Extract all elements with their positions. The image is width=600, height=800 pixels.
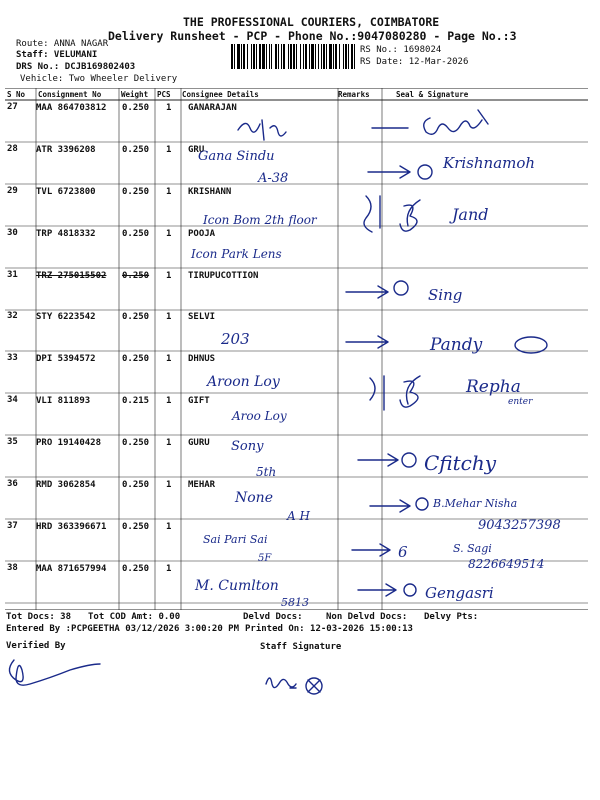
row-consignment-number: HRD 363396671 xyxy=(36,522,107,532)
barcode-bar xyxy=(290,44,292,69)
row-pieces: 1 xyxy=(166,438,172,448)
row-consignee: GANARAJAN xyxy=(188,103,237,113)
handwritten-text: B.Mehar Nisha xyxy=(433,497,518,510)
col-sno: S No xyxy=(7,90,26,99)
row-consignee: KRISHANN xyxy=(188,187,232,197)
row-weight: 0.250 xyxy=(122,103,150,113)
row-consignment-number: RMD 3062854 xyxy=(36,480,96,490)
handwritten-text: S. Sagi xyxy=(453,542,492,555)
row-weight: 0.250 xyxy=(122,354,150,364)
barcode-bar xyxy=(296,44,297,69)
row-consignee: SELVI xyxy=(188,312,216,322)
handwritten-text: 6 xyxy=(398,543,408,561)
barcode-bar xyxy=(256,44,257,69)
row-serial-number: 29 xyxy=(7,186,18,196)
barcode-bar xyxy=(293,44,295,69)
row-pieces: 1 xyxy=(166,354,172,364)
printed-on: Printed On: 12-03-2026 15:00:13 xyxy=(245,624,413,634)
row-serial-number: 33 xyxy=(7,353,18,363)
row-serial-number: 32 xyxy=(7,311,18,321)
col-pcs: PCS xyxy=(157,90,171,99)
drs-value: DCJB169802403 xyxy=(64,62,136,72)
barcode-bar xyxy=(303,44,304,69)
row-pieces: 1 xyxy=(166,103,172,113)
handwritten-text: Krishnamoh xyxy=(443,154,536,172)
staff-signature xyxy=(266,678,296,688)
barcode-bar xyxy=(243,44,245,69)
handwritten-text: Pandy xyxy=(430,335,483,355)
handwritten-text: Jand xyxy=(452,205,489,224)
row-weight: 0.250 xyxy=(122,522,150,532)
row-pieces: 1 xyxy=(166,564,172,574)
barcode-bar xyxy=(247,44,248,69)
barcode-bar xyxy=(300,44,301,69)
total-cod-amount: Tot COD Amt: 0.00 xyxy=(88,612,181,622)
row-pieces: 1 xyxy=(166,522,172,532)
row-pieces: 1 xyxy=(166,396,172,406)
col-seal-signature: Seal & Signature xyxy=(396,90,469,99)
verified-signature xyxy=(9,660,100,685)
row-consignee: TIRUPUCOTTION xyxy=(188,271,259,281)
handwritten-text: A-38 xyxy=(258,171,289,186)
entered-by: Entered By :PCPGEETHA 03/12/2026 3:00:20 PM xyxy=(6,624,239,634)
barcode-bar xyxy=(315,44,316,69)
handwritten-text: 5813 xyxy=(281,596,309,609)
row-pieces: 1 xyxy=(166,187,172,197)
barcode-bar xyxy=(275,44,277,69)
handwritten-text: 203 xyxy=(221,330,250,348)
row-weight: 0.250 xyxy=(122,187,150,197)
delivered-docs: Delvd Docs: xyxy=(243,612,303,622)
handwritten-text: Aroo Loy xyxy=(232,409,287,423)
handwritten-text: M. Cumlton xyxy=(195,578,279,594)
col-consignee: Consignee Details xyxy=(182,90,259,99)
row-consignee: GRU xyxy=(188,145,205,155)
handwritten-text: Cfitchy xyxy=(424,451,497,475)
barcode-bar xyxy=(241,44,242,69)
handwritten-text: Repha xyxy=(466,377,521,397)
barcode-bar xyxy=(321,44,322,69)
row-consignment-number: PRO 19140428 xyxy=(36,438,102,448)
handwritten-text: Sony xyxy=(231,439,264,454)
row-weight: 0.250 xyxy=(122,480,150,490)
handwritten-text: Gana Sindu xyxy=(198,149,275,164)
barcode-bar xyxy=(309,44,310,69)
barcode-bar xyxy=(271,44,272,69)
row-weight: 0.250 xyxy=(122,271,150,281)
barcode-bar xyxy=(333,44,334,69)
drs-number xyxy=(16,62,135,72)
handwritten-text: 5th xyxy=(256,465,277,479)
barcode-bar xyxy=(251,44,252,69)
row-consignee: DHNUS xyxy=(188,354,216,364)
barcode-bar xyxy=(354,44,355,69)
row-consignee: MEHAR xyxy=(188,480,216,490)
row-pieces: 1 xyxy=(166,229,172,239)
non-delivered-docs: Non Delvd Docs: xyxy=(326,612,408,622)
handwritten-text: Icon Park Lens xyxy=(191,247,282,261)
row-weight: 0.250 xyxy=(122,312,150,322)
barcode-bar xyxy=(259,44,261,69)
barcode-bar xyxy=(339,44,340,69)
barcode-bar xyxy=(253,44,255,69)
row-consignment-number: STY 6223542 xyxy=(36,312,96,322)
staff-signature-circle xyxy=(306,678,322,694)
barcode-bar xyxy=(326,44,327,69)
barcode-bar xyxy=(343,44,344,69)
row-weight: 0.250 xyxy=(122,564,150,574)
row-pieces: 1 xyxy=(166,145,172,155)
row-weight: 0.215 xyxy=(122,396,150,406)
handwritten-text: Sai Pari Sai xyxy=(203,533,268,546)
barcode-bar xyxy=(262,44,265,69)
row-consignment-number: TRZ 275015502 xyxy=(36,271,107,281)
handwritten-text: 5F xyxy=(258,553,272,564)
barcode-bar xyxy=(329,44,332,69)
vehicle: Vehicle: Two Wheeler Delivery xyxy=(20,74,178,84)
row-consignment-number: TRP 4818332 xyxy=(36,229,96,239)
handwritten-text: enter xyxy=(508,397,533,407)
row-weight: 0.250 xyxy=(122,145,150,155)
barcode-bar xyxy=(269,44,270,69)
handwritten-text: 9043257398 xyxy=(478,518,561,533)
row-consignment-number: MAA 864703812 xyxy=(36,103,107,113)
delivery-points: Delvy Pts: xyxy=(424,612,479,622)
row-serial-number: 27 xyxy=(7,102,18,112)
total-docs: Tot Docs: 38 xyxy=(6,612,72,622)
row-consignment-number: VLI 811893 xyxy=(36,396,91,406)
col-weight: Weight xyxy=(121,90,149,99)
barcode-bar xyxy=(335,44,337,69)
row-consignment-number: TVL 6723800 xyxy=(36,187,96,197)
barcode-image xyxy=(231,44,355,69)
barcode-bar xyxy=(281,44,282,69)
row-pieces: 1 xyxy=(166,271,172,281)
row-serial-number: 38 xyxy=(7,563,18,573)
handwritten-text: Gengasri xyxy=(425,584,494,602)
handwritten-text: None xyxy=(235,490,273,506)
handwritten-text: Aroon Loy xyxy=(207,374,280,390)
row-pieces: 1 xyxy=(166,312,172,322)
row-serial-number: 34 xyxy=(7,395,18,405)
rs-number: RS No.: 1698024 xyxy=(360,45,442,55)
row-serial-number: 35 xyxy=(7,437,18,447)
staff: Staff: VELUMANI xyxy=(16,50,98,60)
barcode-bar xyxy=(234,44,235,69)
verified-by-label: Verified By xyxy=(6,641,66,651)
row-serial-number: 36 xyxy=(7,479,18,489)
barcode-bar xyxy=(266,44,267,69)
handwritten-text: 8226649514 xyxy=(468,557,545,571)
barcode-bar xyxy=(351,44,353,69)
row-serial-number: 28 xyxy=(7,144,18,154)
row-consignment-number: DPI 5394572 xyxy=(36,354,96,364)
route: Route: ANNA NAGAR xyxy=(16,39,109,49)
col-consignment: Consignment No xyxy=(38,90,102,99)
row-serial-number: 31 xyxy=(7,270,18,280)
barcode-bar xyxy=(283,44,285,69)
barcode-bar xyxy=(348,44,349,69)
row-weight: 0.250 xyxy=(122,229,150,239)
col-remarks: Remarks xyxy=(338,90,370,99)
barcode-bar xyxy=(311,44,314,69)
row-consignment-number: MAA 871657994 xyxy=(36,564,107,574)
barcode-bar xyxy=(345,44,347,69)
handwritten-text: A H xyxy=(287,509,310,523)
barcode-bar xyxy=(231,44,233,69)
rs-date: RS Date: 12-Mar-2026 xyxy=(360,57,469,67)
barcode-bar xyxy=(237,44,240,69)
row-weight: 0.250 xyxy=(122,438,150,448)
row-consignee: GURU xyxy=(188,438,210,448)
barcode-bar xyxy=(318,44,319,69)
runsheet-subtitle: Delivery Runsheet - PCP - Phone No.:9047080280 - Page No.:3 xyxy=(108,29,517,43)
handwritten-text: Icon Bom 2th floor xyxy=(203,213,317,227)
row-consignment-number: ATR 3396208 xyxy=(36,145,96,155)
row-consignee: POOJA xyxy=(188,229,216,239)
row-serial-number: 30 xyxy=(7,228,18,238)
staff-signature-label: Staff Signature xyxy=(260,642,342,652)
row-pieces: 1 xyxy=(166,480,172,490)
company-name: THE PROFESSIONAL COURIERS, COIMBATORE xyxy=(183,15,440,29)
handwritten-text: Sing xyxy=(428,286,463,304)
barcode-bar xyxy=(288,44,289,69)
row-serial-number: 37 xyxy=(7,521,18,531)
barcode-bar xyxy=(278,44,279,69)
barcode-bar xyxy=(323,44,325,69)
drs-label: DRS No.: xyxy=(16,62,60,72)
row-consignee: GIFT xyxy=(188,396,210,406)
staff-signature-cross xyxy=(308,680,320,692)
barcode-bar xyxy=(305,44,307,69)
